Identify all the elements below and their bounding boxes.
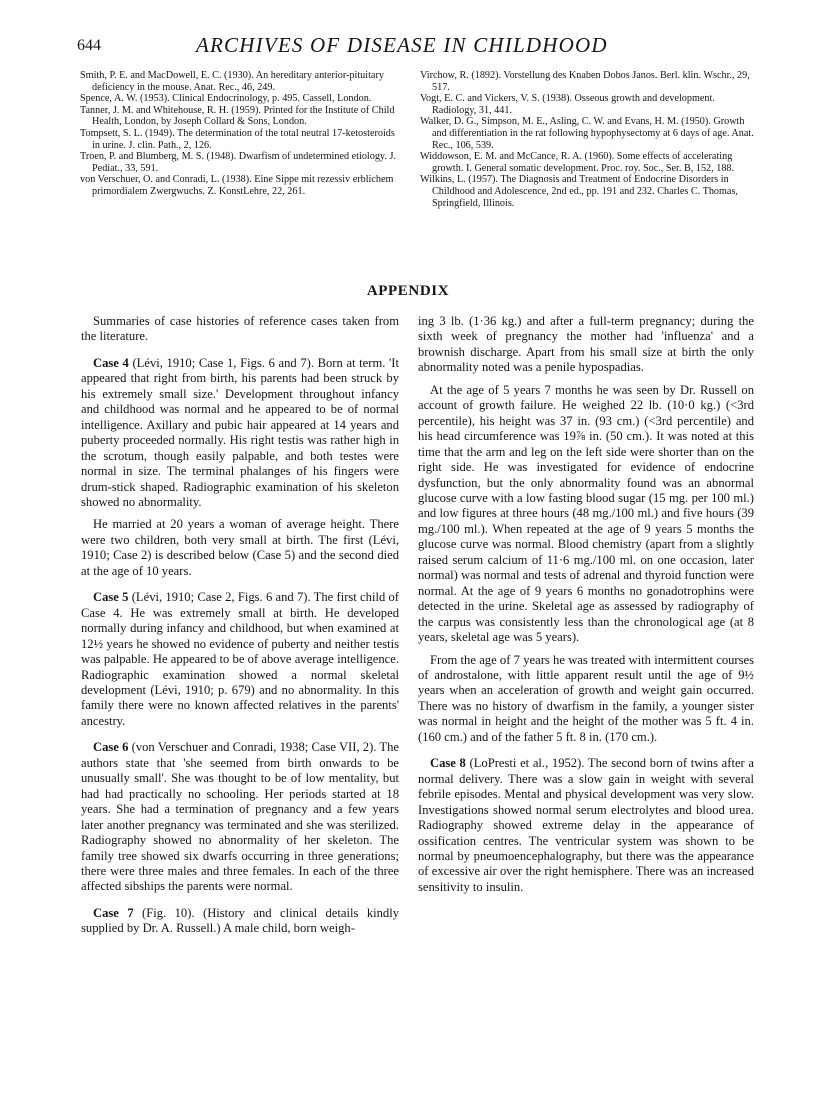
intro-paragraph: Summaries of case histories of reference cases taken from the literature. [81,314,399,344]
case-8-paragraph [418,756,754,895]
reference: Vogt, E. C. and Vickers, V. S. (1938). Osseous growth and development. Radiology, 31, 441. [420,93,715,116]
reference: Troen, P. and Blumberg, M. S. (1948). Dwarfism of undetermined etiology. J. Pediat., 33, 591. [80,151,396,174]
reference: Widdowson, E. M. and McCance, R. A. (1960). Some effects of accelerating growth. I. General somatic development. Proc. roy. Soc., Ser. B, 152, 188. [420,151,735,174]
case-label: Case 4 [93,355,129,370]
case-label: Case 7 [93,905,134,920]
reference: Wilkins, L. (1957). The Diagnosis and Treatment of Endocrine Disorders in Childhood and Adolescence, 2nd ed., pp. 191 and 232. Charles C. Thomas, Springfield, Illinois. [420,174,738,209]
case-label: Case 8 [430,756,466,771]
case-7-paragraph-3: From the age of 7 years he was treated with intermittent courses of androstalone, with little apparent result until the age of 9½ years when an acceleration of growth and weight gain occurred. There was no history of dwarfism in the family, a younger sister was normal in height and the height of the mother was 5 ft. 4 in. (160 cm.) and of the father 5 ft. 8 in. (170 cm.). [418,652,754,744]
case-text: (Lévi, 1910; Case 2, Figs. 6 and 7). The first child of Case 4. He was extremely small at birth. He developed normally during infancy and childhood, but when examined at 12½ years he showed no evidence of puberty and neither testis was palpable. He appeared to be of above average intelligence. Radiographic examination showed a normal skeletal development (Lévi, 1910; p. 679) and no abnormality. In this family there were no known affected relatives in the parents' ancestry. [81,590,400,728]
reference: Walker, D. G., Simpson, M. E., Asling, C. W. and Evans, H. M. (1950). Growth and differentiation in the rat following hypophysectomy at 6 days of age. Anat. Rec., 106, 539. [420,116,754,151]
reference: von Verschuer, O. and Conradi, L. (1938). Eine Sippe mit rezessiv erblichem primordialem Zwergwuchs. Z. KonstLehre, 22, 261. [80,174,394,197]
body-column-right [418,314,754,895]
references-left [80,70,400,198]
case-text: (Lévi, 1910; Case 1, Figs. 6 and 7). Born at term. 'It appeared that right from birth, his parents had been struck by his extremely small size.' Development throughout infancy and childhood was normal and he appeared to be of normal intelligence. Axillary and pubic hair appeared at 14 years and puberty proceeded normally. His right testis was rather high in the scrotum, though easily palpable, and both testes were normal in size. The terminal phalanges of his fingers were drum-stick shaped. Radiographic examination of his skeleton showed no abnormality. [81,355,400,509]
body-column-left [81,314,399,937]
case-label: Case 5 [93,590,129,605]
case-7-continuation: ing 3 lb. (1·36 kg.) and after a full-term pregnancy; during the sixth week of pregnancy the mother had 'influenza' and a brownish discharge. Apart from his small size at birth the only abnormality noted was a penile hypospadias. [418,314,754,375]
reference: Tompsett, S. L. (1949). The determination of the total neutral 17-ketosteroids in urine. J. clin. Path., 2, 126. [80,127,395,151]
case-6-paragraph [81,740,399,895]
case-label: Case 6 [93,740,129,755]
case-7-paragraph-2: At the age of 5 years 7 months he was seen by Dr. Russell on account of growth failure. He weighed 22 lb. (10·0 kg.) (<3rd percentile), his height was 37 in. (93 cm.) (<3rd percentile) and his head circumference was 19⅞ in. (50 cm.). It was noted at this time that the arm and leg on the left side were shorter than on the right side. He was investigated for evidence of endocrine dysfunction, but the only abnormality found was an abnormal glucose curve with a low fasting blood sugar (15 mg. per 100 ml.) and low figures at three hours (48 mg./100 ml.) and five hours (39 mg./100 ml.). When repeated at the age of 9 years 5 months the glucose curve was normal. Blood chemistry (apart from a slightly raised serum calcium of 11·6 mg./100 ml. on one occasion, later normal) was normal and tests of adrenal and thyroid function were normal. At the age of 9 years 6 months no gonadotrophins were detected in the urine. Skeletal age as assessed by radiography of the carpus was consistently less than the chronological age (at 8 years, skeletal age was 5 years). [418,382,754,645]
reference: Smith, P. E. and MacDowell, E. C. (1930). An hereditary anterior-pituitary deficiency in the mouse. Anat. Rec., 46, 249. [80,70,384,93]
case-4-paragraph-2: He married at 20 years a woman of average height. There were two children, both very small at birth. The first (Lévi, 1910; Case 2) is described below (Case 5) and the second died at the age of 10 years. [81,517,399,578]
references-right [420,70,756,209]
case-7-paragraph [81,906,399,937]
appendix-heading: APPENDIX [366,283,450,299]
page-number: 644 [77,37,101,54]
case-text: (LoPresti et al., 1952). The second born of twins after a normal delivery. There was a slow gain in weight with several febrile episodes. Mental and physical development was very slow. Investigations showed normal serum electrolytes and blood urea. Radiography showed extreme delay in the appearance of ossification centres. The ventricular system was shown to be normal by pneumoencephalography, but there was the appearance of excessive air over the right hemisphere. There was an increased sensitivity to insulin. [418,756,754,894]
case-text: (Fig. 10). (History and clinical details kindly supplied by Dr. A. Russell.) A male child, born weigh- [81,905,400,936]
case-text: (von Verschuer and Conradi, 1938; Case VII, 2). The authors state that 'she seemed from birth onwards to be unusually small'. She was thought to be of low mentality, but had had practically no schooling. Her periods started at 18 years. She had a termination of pregnancy and a few years later another pregnancy was terminated and she was sterilized. Radiography showed no abnormality of her skeleton. The family tree showed six dwarfs occurring in three generations; there were three males and three females. In each of the three affected sibships the parents were normal. [81,740,400,894]
running-head: ARCHIVES OF DISEASE IN CHILDHOOD [196,33,608,57]
case-5-paragraph [81,590,399,729]
reference: Tanner, J. M. and Whitehouse, R. H. (1959). Printed for the Institute of Child Health, London, by Joseph Collard & Sons, London. [80,104,395,128]
reference: Virchow, R. (1892). Vorstellung des Knaben Dobos Janos. Berl. klin. Wschr., 29, 517. [420,70,750,93]
case-4-paragraph [81,356,399,511]
reference: Spence, A. W. (1953). Clinical Endocrinology, p. 495. Cassell, London. [80,93,372,105]
